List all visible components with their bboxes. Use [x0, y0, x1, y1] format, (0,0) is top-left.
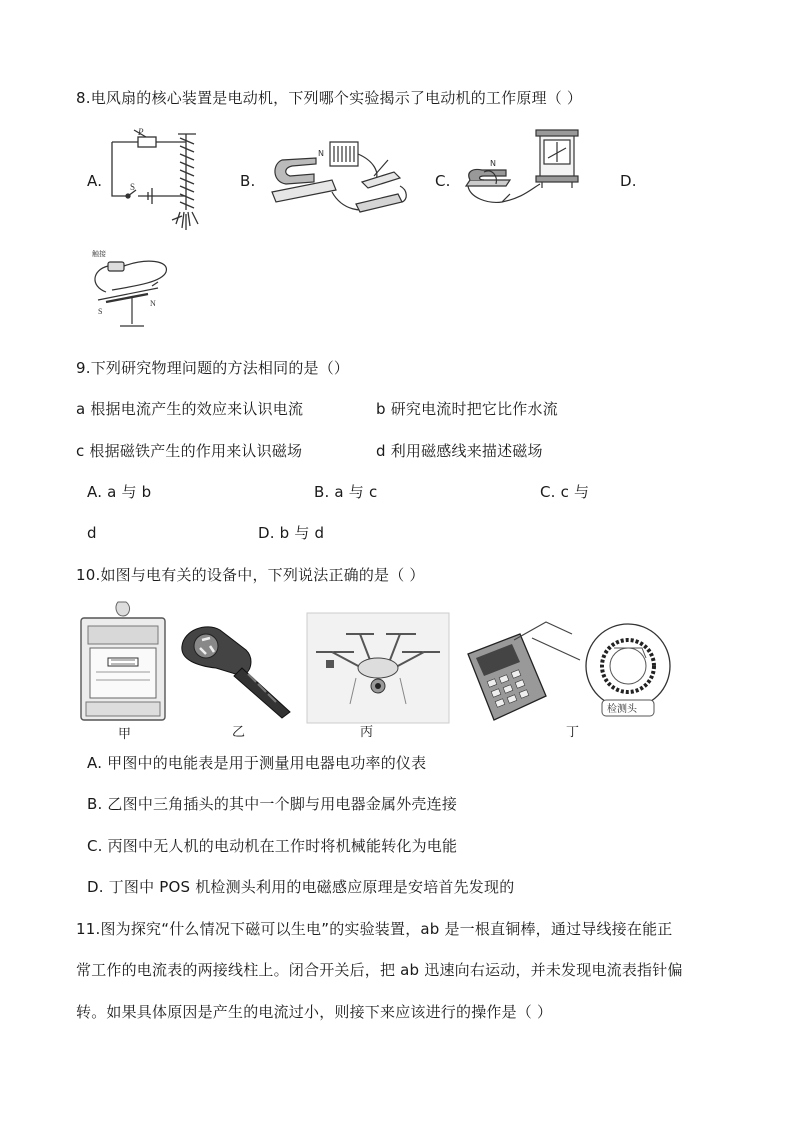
q10-option-c: C. 丙图中无人机的电动机在工作时将机械能转化为电能 [87, 837, 458, 855]
q8-figure-d-compass-wire [86, 240, 186, 332]
q8-figure-b-magnet-rail [262, 130, 412, 226]
q10-caption-yi: 乙 [232, 725, 246, 740]
q9-item-c: c 根据磁铁产生的作用来认识磁场 [76, 442, 303, 460]
q9-option-a: A. a 与 b [87, 483, 152, 501]
q8-fig-d-label-n: N [150, 299, 156, 308]
q9-item-b: b 研究电流时把它比作水流 [376, 400, 558, 418]
q10-option-d: D. 丁图中 POS 机检测头利用的电磁感应原理是安培首先发现的 [87, 878, 515, 896]
q8-option-c-label: C. [435, 172, 451, 190]
q8-fig-c-label-n: N [490, 159, 496, 168]
q10-caption-jia: 甲 [118, 727, 132, 742]
q8-stem: 8.电风扇的核心装置是电动机，下列哪个实验揭示了电动机的工作原理（ ） [76, 89, 583, 107]
q8-fig-b-label-n: N [318, 149, 324, 158]
q10-figure-ding-detector-label: 检测头 [607, 704, 637, 715]
q8-option-a-label: A. [87, 172, 103, 190]
q11-stem-line-1: 11.图为探究“什么情况下磁可以生电”的实验装置，ab 是一根直铜棒，通过导线接在能正 [76, 920, 673, 938]
q8-option-d-label: D. [620, 172, 637, 190]
q9-option-b: B. a 与 c [314, 483, 378, 501]
q10-figure-bing-drone [306, 612, 450, 724]
q10-option-b: B. 乙图中三角插头的其中一个脚与用电器金属外壳连接 [87, 795, 458, 813]
q9-option-d: D. b 与 d [258, 524, 325, 542]
q8-fig-a-label-s: S [130, 182, 136, 192]
q9-item-d: d 利用磁感线来描述磁场 [376, 442, 543, 460]
q9-item-a: a 根据电流产生的效应来认识电流 [76, 400, 304, 418]
q9-stem: 9.下列研究物理问题的方法相同的是（） [76, 359, 350, 377]
q8-figure-c-galvanometer [462, 128, 590, 212]
q10-caption-bing: 丙 [360, 725, 374, 740]
q9-option-c-continued: d [87, 524, 97, 542]
q9-option-c: C. c 与 [540, 483, 590, 501]
q10-figure-yi-three-pin-plug [176, 616, 298, 720]
q10-caption-ding: 丁 [566, 725, 580, 740]
q8-figure-a-electromagnet [108, 126, 210, 232]
q11-stem-line-2: 常工作的电流表的两接线柱上。闭合开关后，把 ab 迅速向右运动，并未发现电流表指针偏 [76, 961, 683, 979]
q10-figure-jia-energy-meter [78, 600, 168, 726]
q8-fig-a-label-p: P [138, 127, 144, 137]
q10-option-a: A. 甲图中的电能表是用于测量用电器电功率的仪表 [87, 754, 427, 772]
q8-option-b-label: B. [240, 172, 256, 190]
q11-stem-line-3: 转。如果具体原因是产生的电流过小，则接下来应该进行的操作是（ ） [76, 1003, 553, 1021]
q10-figure-ding-pos-machine [462, 614, 676, 726]
q8-fig-d-label-s: S [98, 307, 103, 316]
q8-fig-d-battery-mark: 触接 [92, 250, 106, 258]
q10-stem: 10.如图与电有关的设备中，下列说法正确的是（ ） [76, 566, 425, 584]
